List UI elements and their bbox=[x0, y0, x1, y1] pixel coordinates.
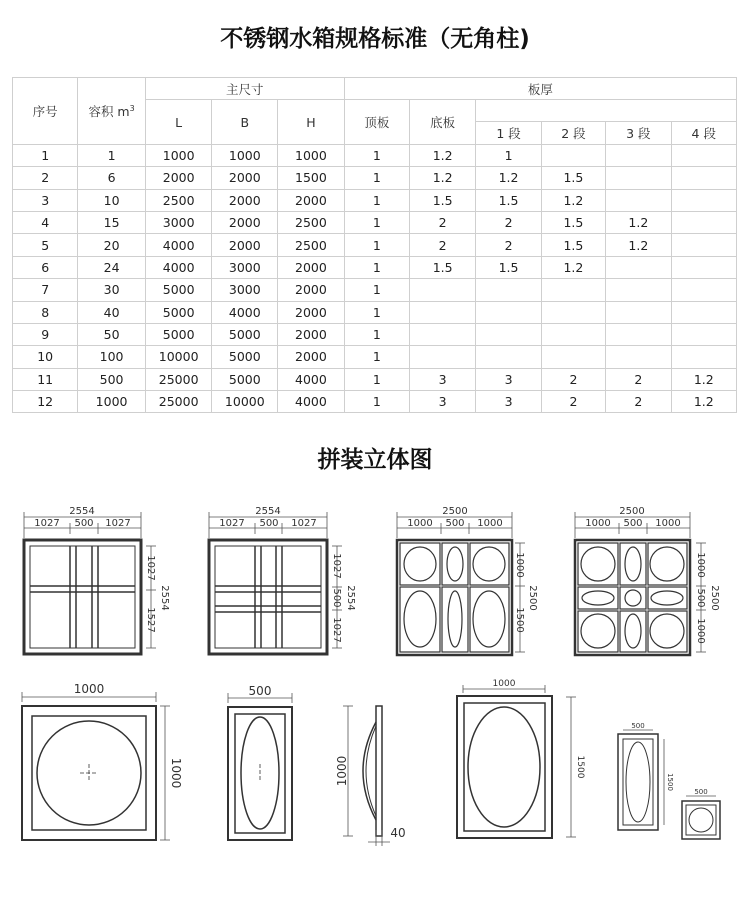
table-cell: 1.5 bbox=[409, 189, 475, 211]
table-row bbox=[13, 391, 737, 413]
header-l: L bbox=[145, 100, 212, 144]
table-cell bbox=[409, 301, 475, 323]
table-cell: 10 bbox=[78, 189, 146, 211]
d3-v1: 1000 bbox=[514, 552, 525, 578]
table-cell: 2000 bbox=[278, 323, 345, 345]
d2-vt: 2554 bbox=[345, 585, 356, 611]
table-cell bbox=[409, 279, 475, 301]
table-cell bbox=[671, 167, 736, 189]
table-row bbox=[13, 301, 737, 323]
table-cell bbox=[541, 323, 605, 345]
table-cell: 1 bbox=[344, 391, 409, 413]
table-cell: 4000 bbox=[145, 234, 212, 256]
table-cell: 1 bbox=[344, 189, 409, 211]
header-seg4: 4 段 bbox=[671, 122, 736, 144]
table-cell: 1000 bbox=[145, 144, 212, 166]
header-seg3: 3 段 bbox=[606, 122, 671, 144]
section-title: 拼装立体图 bbox=[317, 447, 433, 473]
table-cell bbox=[671, 144, 736, 166]
table-cell: 1.5 bbox=[541, 167, 605, 189]
table-cell bbox=[541, 346, 605, 368]
table-cell: 5000 bbox=[212, 368, 278, 390]
table-cell: 30 bbox=[78, 279, 146, 301]
tank-drawing-2 bbox=[209, 540, 327, 654]
table-cell: 2 bbox=[476, 211, 541, 233]
d2-s2: 500 bbox=[259, 518, 279, 529]
table-cell: 1 bbox=[344, 323, 409, 345]
table-cell: 6 bbox=[13, 256, 78, 278]
table-cell: 1 bbox=[344, 256, 409, 278]
header-top-plate: 顶板 bbox=[344, 100, 409, 144]
table-cell: 20 bbox=[78, 234, 146, 256]
table-cell: 2000 bbox=[212, 234, 278, 256]
p5-width: 500 bbox=[631, 722, 645, 730]
table-cell: 1.2 bbox=[476, 167, 541, 189]
table-cell: 4000 bbox=[212, 301, 278, 323]
p4-width: 1000 bbox=[492, 679, 516, 689]
table-cell bbox=[606, 189, 671, 211]
table-cell bbox=[606, 256, 671, 278]
header-h: H bbox=[278, 100, 345, 144]
table-cell: 2000 bbox=[212, 189, 278, 211]
panel-1000x1000 bbox=[22, 706, 156, 840]
d4-s2: 500 bbox=[623, 518, 643, 529]
table-row bbox=[13, 279, 737, 301]
table-cell bbox=[606, 323, 671, 345]
table-cell bbox=[541, 301, 605, 323]
table-row bbox=[13, 144, 737, 166]
d4-s3: 1000 bbox=[655, 518, 681, 529]
table-cell: 2500 bbox=[278, 211, 345, 233]
table-row bbox=[13, 211, 737, 233]
table-cell bbox=[476, 301, 541, 323]
table-cell: 2 bbox=[541, 391, 605, 413]
table-cell: 1.2 bbox=[409, 144, 475, 166]
table-cell: 12 bbox=[13, 391, 78, 413]
d1-total: 2554 bbox=[69, 506, 95, 517]
table-cell: 4000 bbox=[278, 368, 345, 390]
table-cell: 3000 bbox=[212, 279, 278, 301]
table-cell: 1.5 bbox=[409, 256, 475, 278]
table-cell: 2 bbox=[541, 368, 605, 390]
table-cell: 3000 bbox=[212, 256, 278, 278]
table-cell: 1.5 bbox=[476, 189, 541, 211]
table-cell: 11 bbox=[13, 368, 78, 390]
table-cell bbox=[476, 279, 541, 301]
table-row bbox=[13, 368, 737, 390]
assembly-drawings bbox=[0, 490, 750, 918]
table-cell: 1.2 bbox=[606, 211, 671, 233]
table-cell bbox=[671, 256, 736, 278]
table-cell: 2000 bbox=[278, 256, 345, 278]
p1-width: 1000 bbox=[73, 682, 105, 696]
table-cell: 24 bbox=[78, 256, 146, 278]
table-cell: 100 bbox=[78, 346, 146, 368]
tank-drawing-3 bbox=[397, 540, 512, 655]
table-row bbox=[13, 346, 737, 368]
header-bottom-plate: 底板 bbox=[409, 100, 475, 144]
table-cell: 1 bbox=[344, 368, 409, 390]
table-cell: 2000 bbox=[278, 189, 345, 211]
table-cell: 25000 bbox=[145, 368, 212, 390]
table-cell: 1 bbox=[344, 234, 409, 256]
d4-v3: 1000 bbox=[695, 618, 706, 644]
table-cell: 1 bbox=[344, 211, 409, 233]
table-cell: 2500 bbox=[278, 234, 345, 256]
table-cell: 25000 bbox=[145, 391, 212, 413]
table-cell: 1000 bbox=[278, 144, 345, 166]
d1-s3: 1027 bbox=[105, 518, 131, 529]
d3-v2: 1500 bbox=[514, 607, 525, 633]
d4-total: 2500 bbox=[619, 506, 645, 517]
table-cell: 2 bbox=[606, 368, 671, 390]
table-cell: 3 bbox=[409, 391, 475, 413]
d1-s2: 500 bbox=[74, 518, 94, 529]
table-cell: 1000 bbox=[212, 144, 278, 166]
table-cell: 4000 bbox=[278, 391, 345, 413]
table-cell: 5000 bbox=[145, 323, 212, 345]
panel-side-profile bbox=[363, 706, 382, 836]
table-cell bbox=[671, 211, 736, 233]
table-cell: 5000 bbox=[212, 323, 278, 345]
d2-v1: 1027 bbox=[331, 553, 342, 579]
table-cell: 6 bbox=[78, 167, 146, 189]
p1-height: 1000 bbox=[169, 757, 183, 789]
table-cell bbox=[671, 189, 736, 211]
table-cell: 2500 bbox=[145, 189, 212, 211]
table-cell bbox=[671, 346, 736, 368]
table-cell: 4 bbox=[13, 211, 78, 233]
table-cell: 8 bbox=[13, 301, 78, 323]
table-cell: 1.2 bbox=[409, 167, 475, 189]
table-cell: 15 bbox=[78, 211, 146, 233]
table-cell: 1.2 bbox=[606, 234, 671, 256]
table-cell: 2 bbox=[409, 234, 475, 256]
table-cell: 3 bbox=[409, 368, 475, 390]
header-thickness: 板厚 bbox=[344, 78, 736, 100]
table-cell: 2000 bbox=[278, 279, 345, 301]
table-cell: 1 bbox=[13, 144, 78, 166]
p5-height: 1500 bbox=[666, 773, 674, 791]
table-cell bbox=[541, 279, 605, 301]
d1-s1: 1027 bbox=[34, 518, 60, 529]
table-cell bbox=[606, 346, 671, 368]
d4-v2: 500 bbox=[695, 588, 706, 608]
table-cell: 2000 bbox=[278, 301, 345, 323]
table-cell: 1 bbox=[344, 279, 409, 301]
table-cell bbox=[671, 301, 736, 323]
d1-v2: 1527 bbox=[145, 607, 156, 633]
header-seg1: 1 段 bbox=[476, 122, 541, 144]
table-cell bbox=[671, 323, 736, 345]
d3-s2: 500 bbox=[445, 518, 465, 529]
table-cell: 1 bbox=[344, 167, 409, 189]
table-cell: 5000 bbox=[212, 346, 278, 368]
table-cell: 50 bbox=[78, 323, 146, 345]
table-cell: 2000 bbox=[145, 167, 212, 189]
table-cell bbox=[606, 279, 671, 301]
p3-thickness: 40 bbox=[390, 826, 406, 840]
header-b: B bbox=[212, 100, 278, 144]
table-cell: 1 bbox=[344, 144, 409, 166]
table-cell: 1.2 bbox=[541, 189, 605, 211]
table-cell: 2 bbox=[476, 234, 541, 256]
table-cell bbox=[671, 279, 736, 301]
d1-v1: 1027 bbox=[145, 555, 156, 581]
d2-v2: 500 bbox=[331, 588, 342, 608]
table-row bbox=[13, 323, 737, 345]
header-no: 序号 bbox=[13, 78, 78, 145]
d3-s1: 1000 bbox=[407, 518, 433, 529]
table-cell: 10 bbox=[13, 346, 78, 368]
table-cell: 40 bbox=[78, 301, 146, 323]
panel-500x500 bbox=[682, 801, 720, 839]
table-cell: 1.2 bbox=[671, 368, 736, 390]
table-cell: 2000 bbox=[212, 211, 278, 233]
d2-total: 2554 bbox=[255, 506, 281, 517]
d2-v3: 1027 bbox=[331, 617, 342, 643]
d2-s3: 1027 bbox=[291, 518, 317, 529]
table-cell: 4000 bbox=[145, 256, 212, 278]
d4-v1: 1000 bbox=[695, 552, 706, 578]
table-cell bbox=[606, 301, 671, 323]
panel-1000x1500 bbox=[457, 696, 552, 838]
p3-height: 1000 bbox=[335, 755, 349, 787]
spec-table bbox=[12, 77, 737, 413]
table-cell: 1.2 bbox=[671, 391, 736, 413]
table-cell: 2000 bbox=[278, 346, 345, 368]
p2-width: 500 bbox=[248, 684, 272, 698]
page-title: 不锈钢水箱规格标准（无角柱) bbox=[220, 26, 530, 52]
table-cell bbox=[606, 144, 671, 166]
tank-drawing-1 bbox=[24, 540, 141, 654]
d2-s1: 1027 bbox=[219, 518, 245, 529]
table-cell: 7 bbox=[13, 279, 78, 301]
d3-total: 2500 bbox=[442, 506, 468, 517]
table-cell: 1.5 bbox=[541, 234, 605, 256]
panel-500x1000 bbox=[228, 707, 292, 840]
tank-drawing-4 bbox=[575, 540, 690, 655]
table-cell: 5000 bbox=[145, 279, 212, 301]
d3-s3: 1000 bbox=[477, 518, 503, 529]
table-cell bbox=[476, 323, 541, 345]
table-row bbox=[13, 256, 737, 278]
table-cell bbox=[409, 323, 475, 345]
table-cell: 2 bbox=[13, 167, 78, 189]
d4-vt: 2500 bbox=[709, 585, 720, 611]
table-cell: 10000 bbox=[145, 346, 212, 368]
panel-500x1500 bbox=[618, 734, 658, 830]
table-cell bbox=[409, 346, 475, 368]
table-cell: 1 bbox=[344, 346, 409, 368]
table-cell: 1.5 bbox=[476, 256, 541, 278]
table-cell: 2 bbox=[606, 391, 671, 413]
table-cell: 3 bbox=[13, 189, 78, 211]
table-cell: 5 bbox=[13, 234, 78, 256]
table-cell: 2000 bbox=[212, 167, 278, 189]
table-cell: 10000 bbox=[212, 391, 278, 413]
table-cell: 1 bbox=[344, 301, 409, 323]
d3-vt: 2500 bbox=[527, 585, 538, 611]
table-cell bbox=[671, 234, 736, 256]
header-seg2: 2 段 bbox=[541, 122, 605, 144]
table-cell: 1 bbox=[476, 144, 541, 166]
table-cell: 3 bbox=[476, 368, 541, 390]
header-volume: 容积 $m^3$ bbox=[78, 78, 146, 145]
table-cell: 1.2 bbox=[541, 256, 605, 278]
d1-vt: 2554 bbox=[159, 585, 170, 611]
p4-height: 1500 bbox=[575, 755, 585, 779]
table-cell: 3000 bbox=[145, 211, 212, 233]
table-cell: 5000 bbox=[145, 301, 212, 323]
d4-s1: 1000 bbox=[585, 518, 611, 529]
table-cell: 2 bbox=[409, 211, 475, 233]
table-cell bbox=[606, 167, 671, 189]
p6-width: 500 bbox=[694, 788, 708, 796]
table-cell: 1000 bbox=[78, 391, 146, 413]
table-cell: 1.5 bbox=[541, 211, 605, 233]
table-cell: 9 bbox=[13, 323, 78, 345]
table-cell: 500 bbox=[78, 368, 146, 390]
table-row bbox=[13, 234, 737, 256]
table-row bbox=[13, 189, 737, 211]
table-cell bbox=[476, 346, 541, 368]
table-cell bbox=[541, 144, 605, 166]
table-cell: 3 bbox=[476, 391, 541, 413]
header-main-size: 主尺寸 bbox=[145, 78, 344, 100]
table-row bbox=[13, 167, 737, 189]
table-cell: 1 bbox=[78, 144, 146, 166]
table-cell: 1500 bbox=[278, 167, 345, 189]
